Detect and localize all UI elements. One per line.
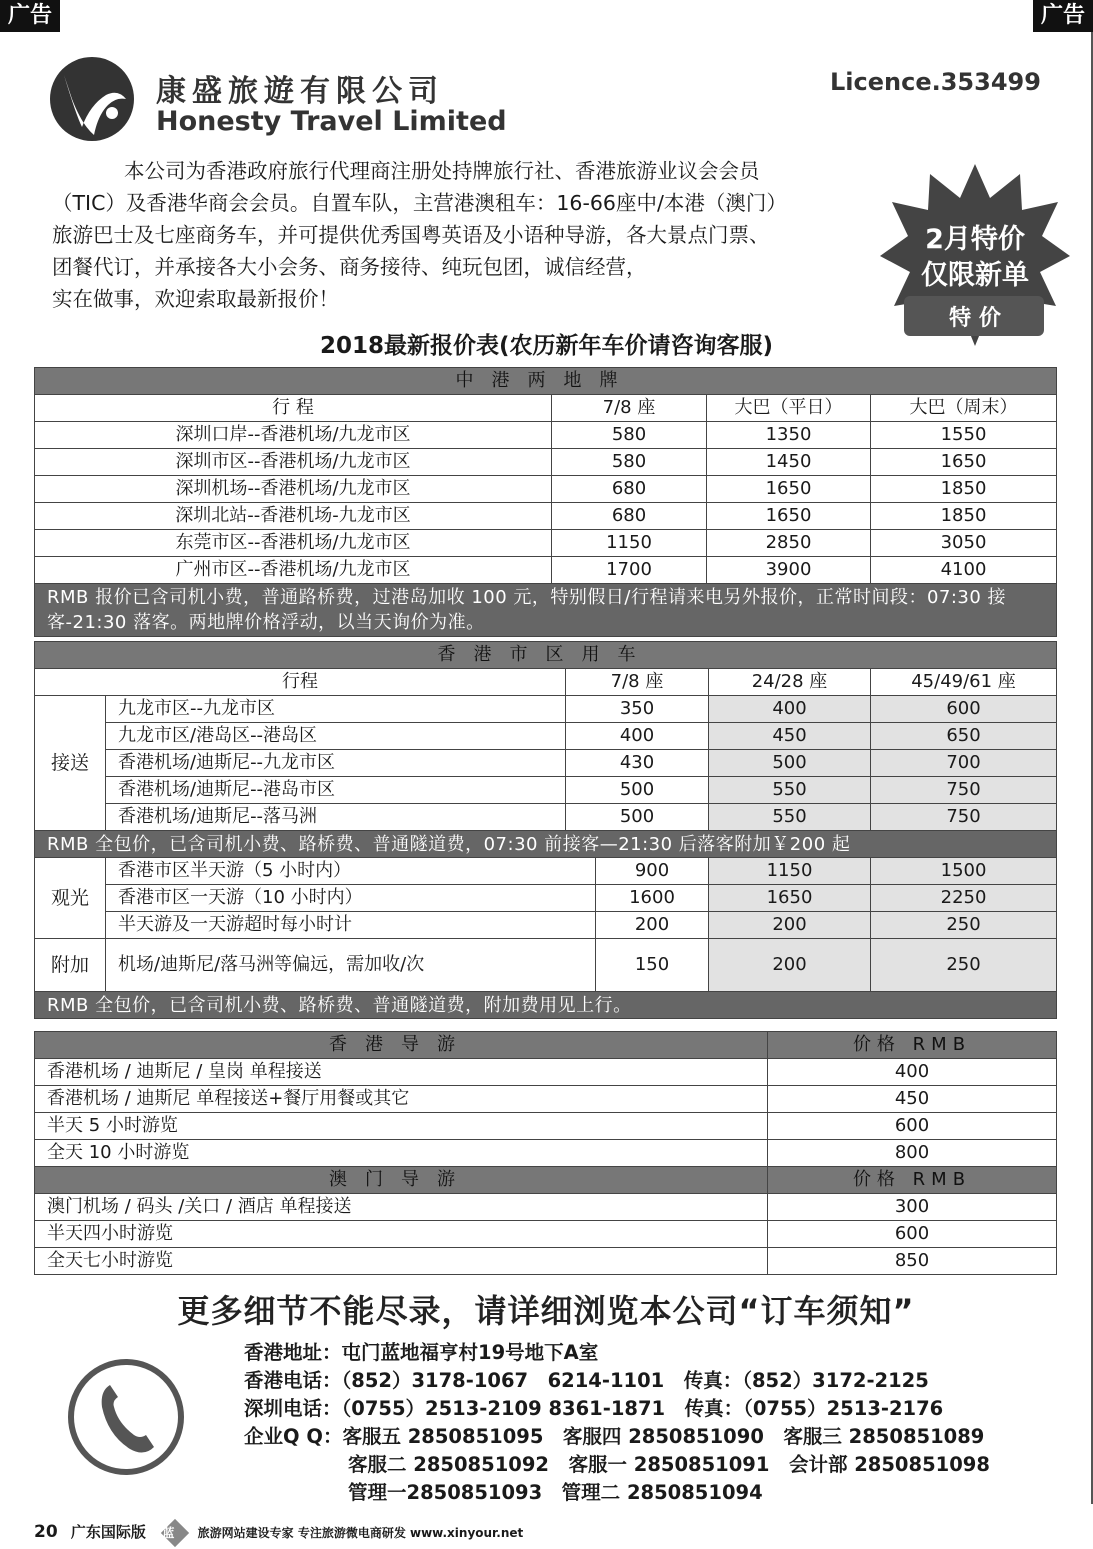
table-row	[35, 939, 1057, 992]
price-cell: 3050	[871, 530, 1057, 557]
price-cell: 680	[552, 476, 707, 503]
price-cell: 650	[871, 723, 1057, 750]
price-cell: 1700	[552, 557, 707, 584]
route-cell: 香港机场/迪斯尼--港岛市区	[106, 777, 566, 804]
price-cell: 850	[768, 1248, 1057, 1275]
service-cell: 澳门机场 / 码头 /关口 / 酒店 单程接送	[35, 1194, 768, 1221]
column-header: 24/28 座	[709, 669, 871, 696]
price-header: 价格 RMB	[768, 1167, 1057, 1194]
price-cell: 580	[552, 422, 707, 449]
hk-phone: 香港电话：（852）3178-1067 6214-1101 传真：（852）3172-2125	[244, 1369, 929, 1392]
more-details-banner: 更多细节不能尽录，请详细浏览本公司“订车须知”	[177, 1292, 915, 1330]
table-row	[35, 1086, 1057, 1113]
phone-icon	[66, 1357, 186, 1477]
promo-burst	[880, 160, 1070, 350]
price-cell: 600	[768, 1113, 1057, 1140]
route-cell: 深圳市区--香港机场/九龙市区	[35, 449, 552, 476]
column-header: 7/8 座	[566, 669, 709, 696]
price-header: 价格 RMB	[768, 1032, 1057, 1059]
intro-line: 旅游巴士及七座商务车，并可提供优秀国粤英语及小语种导游，各大景点门票、	[52, 223, 770, 247]
price-cell: 1650	[709, 885, 871, 912]
promo-tag: 特 价	[949, 306, 1001, 331]
promo-line2: 仅限新单	[921, 260, 1029, 291]
price-cell: 700	[871, 750, 1057, 777]
price-cell: 600	[768, 1221, 1057, 1248]
service-cell: 半天 5 小时游览	[35, 1113, 768, 1140]
slogan: 旅游网站建设专家 专注旅游微电商研发 www.xinyour.net	[197, 1526, 524, 1540]
route-cell: 深圳北站--香港机场-九龙市区	[35, 503, 552, 530]
price-cell: 1650	[707, 476, 871, 503]
table-row	[35, 858, 1057, 885]
price-cell: 450	[709, 723, 871, 750]
price-cell: 1450	[707, 449, 871, 476]
cross-border-title: 中港两地牌	[35, 368, 1057, 395]
price-cell: 500	[566, 777, 709, 804]
service-cell: 香港机场 / 迪斯尼 / 皇岗 单程接送	[35, 1059, 768, 1086]
intro-line: 本公司为香港政府旅行代理商注册处持牌旅行社、香港旅游业议会会员	[124, 159, 760, 183]
price-cell: 400	[566, 723, 709, 750]
price-cell: 680	[552, 503, 707, 530]
price-cell: 1650	[871, 449, 1057, 476]
column-header: 行程	[35, 669, 566, 696]
price-cell: 1500	[871, 858, 1057, 885]
route-cell: 半天游及一天游超时每小时计	[106, 912, 596, 939]
table-row	[35, 1059, 1057, 1086]
route-cell: 东莞市区--香港机场/九龙市区	[35, 530, 552, 557]
ad-tag-left: 广告	[0, 0, 60, 32]
badge-text: 蓝	[162, 1526, 175, 1540]
service-cell: 香港机场 / 迪斯尼 单程接送+餐厅用餐或其它	[35, 1086, 768, 1113]
table-row	[35, 777, 1057, 804]
intro-line: 团餐代订，并承接各大小会务、商务接待、纯玩包团，诚信经营，	[52, 255, 647, 279]
hk-guide-title: 香港导游	[35, 1032, 768, 1059]
price-cell: 430	[566, 750, 709, 777]
company-intro	[52, 155, 892, 315]
hk-city-note1: RMB 全包价，已含司机小费、路桥费、普通隧道费，07:30 前接客—21:30 后落客附加￥200 起	[35, 831, 1057, 858]
price-cell: 250	[871, 939, 1057, 992]
qq-line-1: 企业Q Q：客服五 2850851095 客服四 2850851090 客服三 2850851089	[244, 1425, 985, 1448]
cross-border-table	[34, 367, 1057, 637]
qq-line-2: 客服二 2850851092 客服一 2850851091 会计部 2850851098	[348, 1453, 990, 1476]
price-cell: 500	[566, 804, 709, 831]
route-cell: 香港机场/迪斯尼--九龙市区	[106, 750, 566, 777]
price-cell: 1850	[871, 503, 1057, 530]
table-row	[35, 1140, 1057, 1167]
price-cell: 600	[871, 696, 1057, 723]
footer	[34, 1521, 531, 1543]
route-cell: 九龙市区--九龙市区	[106, 696, 566, 723]
hk-city-title: 香港市区用车	[35, 642, 1057, 669]
intro-line: （TIC）及香港华商会会员。自置车队，主营港澳租车：16-66座中/本港（澳门）	[52, 191, 787, 215]
table-row	[35, 557, 1057, 584]
price-cell: 1850	[871, 476, 1057, 503]
edition: 广东国际版	[70, 1523, 146, 1541]
price-cell: 1350	[707, 422, 871, 449]
price-cell: 250	[871, 912, 1057, 939]
table-row	[35, 503, 1057, 530]
company-name-cn: 康盛旅遊有限公司	[156, 74, 444, 109]
company-name-en: Honesty Travel Limited	[156, 106, 507, 137]
price-cell: 750	[871, 777, 1057, 804]
price-cell: 350	[566, 696, 709, 723]
table-row	[35, 422, 1057, 449]
route-cell: 机场/迪斯尼/落马洲等偏远，需加收/次	[106, 939, 596, 992]
sz-phone: 深圳电话：（0755）2513-2109 8361-1871 传真：（0755）2513-2176	[244, 1397, 944, 1420]
transfer-label: 接送	[35, 696, 106, 831]
price-cell: 4100	[871, 557, 1057, 584]
price-cell: 450	[768, 1086, 1057, 1113]
contact-block	[244, 1339, 990, 1507]
price-cell: 500	[709, 750, 871, 777]
price-cell: 550	[709, 777, 871, 804]
service-cell: 全天七小时游览	[35, 1248, 768, 1275]
guide-table	[34, 1031, 1057, 1275]
licence-number: Licence.353499	[830, 68, 1041, 96]
price-cell: 1150	[709, 858, 871, 885]
route-cell: 香港机场/迪斯尼--落马洲	[106, 804, 566, 831]
table-row	[35, 1194, 1057, 1221]
price-cell: 300	[768, 1194, 1057, 1221]
table-row	[35, 1221, 1057, 1248]
table-row	[35, 723, 1057, 750]
service-cell: 全天 10 小时游览	[35, 1140, 768, 1167]
price-cell: 400	[709, 696, 871, 723]
table-row	[35, 1113, 1057, 1140]
table-row	[35, 476, 1057, 503]
page-number: 20	[34, 1522, 58, 1542]
cross-border-note: RMB 报价已含司机小费，普通路桥费，过港岛加收 100 元，特别假日/行程请来电另外报价，正常时间段：07:30 接客-21:30 落客。两地牌价格浮动，以当天询价为准。	[35, 584, 1057, 637]
price-cell: 200	[709, 912, 871, 939]
ad-tag-right: 广告	[1033, 0, 1093, 32]
price-cell: 200	[709, 939, 871, 992]
price-cell: 2850	[707, 530, 871, 557]
price-cell: 1550	[871, 422, 1057, 449]
price-cell: 1600	[596, 885, 709, 912]
intro-line: 实在做事，欢迎索取最新报价！	[52, 287, 339, 311]
table-row	[35, 1248, 1057, 1275]
price-cell: 550	[709, 804, 871, 831]
price-cell: 1650	[707, 503, 871, 530]
table-row	[35, 750, 1057, 777]
price-cell: 2250	[871, 885, 1057, 912]
price-cell: 900	[596, 858, 709, 885]
hk-city-table	[34, 641, 1057, 1019]
table-row	[35, 912, 1057, 939]
address: 香港地址：屯门蓝地福亨村19号地下A室	[244, 1341, 599, 1364]
price-cell: 1150	[552, 530, 707, 557]
table-title: 2018最新报价表(农历新年车价请咨询客服)	[319, 333, 774, 359]
route-cell: 深圳机场--香港机场/九龙市区	[35, 476, 552, 503]
column-header: 大巴（平日）	[707, 395, 871, 422]
macau-guide-title: 澳门导游	[35, 1167, 768, 1194]
service-cell: 半天四小时游览	[35, 1221, 768, 1248]
price-cell: 400	[768, 1059, 1057, 1086]
route-cell: 香港市区一天游（10 小时内）	[106, 885, 596, 912]
table-row	[35, 696, 1057, 723]
table-row	[35, 804, 1057, 831]
column-header: 行 程	[35, 395, 552, 422]
hk-city-note2: RMB 全包价，已含司机小费、路桥费、普通隧道费，附加费用见上行。	[35, 992, 1057, 1019]
route-cell: 香港市区半天游（5 小时内）	[106, 858, 596, 885]
column-header: 大巴（周末）	[871, 395, 1057, 422]
price-cell: 750	[871, 804, 1057, 831]
route-cell: 深圳口岸--香港机场/九龙市区	[35, 422, 552, 449]
price-cell: 200	[596, 912, 709, 939]
company-logo-icon	[46, 55, 138, 143]
route-cell: 广州市区--香港机场/九龙市区	[35, 557, 552, 584]
extra-label: 附加	[35, 939, 106, 992]
table-row	[35, 449, 1057, 476]
table-row	[35, 530, 1057, 557]
table-row	[35, 885, 1057, 912]
qq-line-3: 管理一2850851093 管理二 2850851094	[348, 1481, 763, 1504]
promo-line1: 2月特价	[925, 224, 1025, 255]
price-cell: 580	[552, 449, 707, 476]
column-header: 45/49/61 座	[871, 669, 1057, 696]
column-header: 7/8 座	[552, 395, 707, 422]
tour-label: 观光	[35, 858, 106, 939]
price-cell: 800	[768, 1140, 1057, 1167]
route-cell: 九龙市区/港岛区--港岛区	[106, 723, 566, 750]
price-cell: 150	[596, 939, 709, 992]
price-cell: 3900	[707, 557, 871, 584]
